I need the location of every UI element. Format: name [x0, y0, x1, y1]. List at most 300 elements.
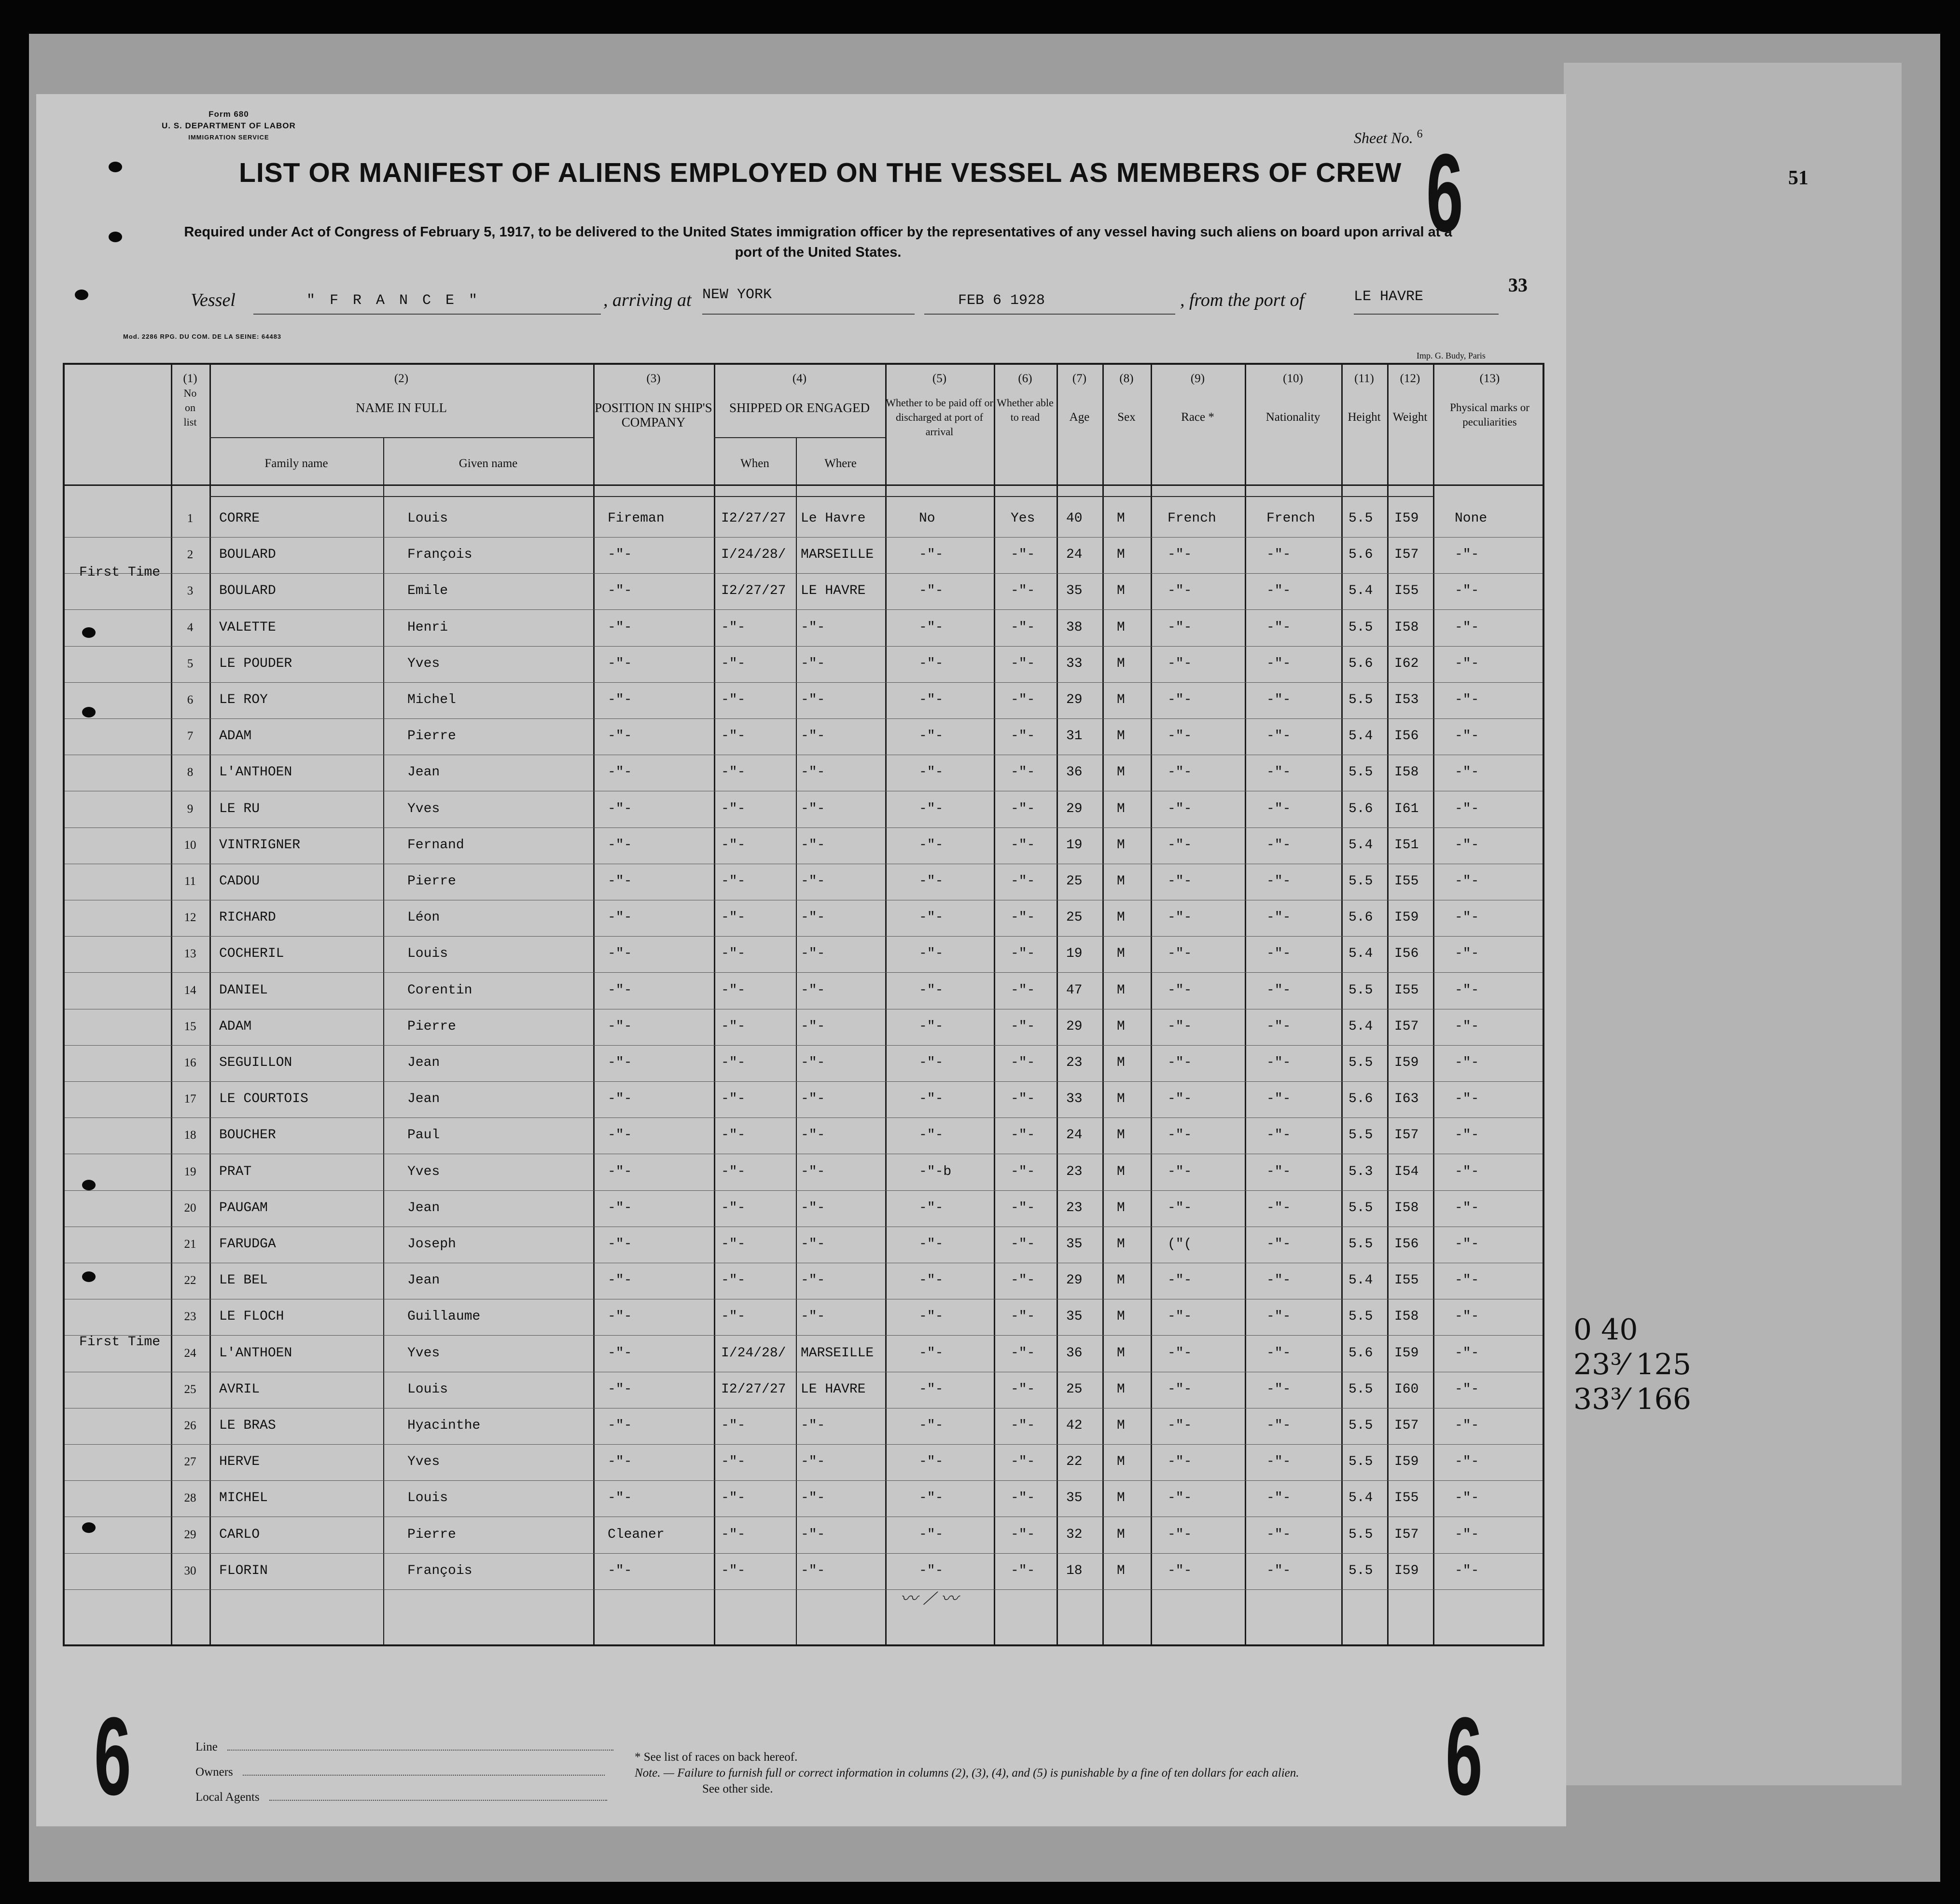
age-cell: 23 [1066, 1164, 1083, 1179]
given-name-cell: Pierre [407, 729, 456, 744]
height-cell: 5.5 [1348, 1237, 1373, 1252]
age-cell: 36 [1066, 1345, 1083, 1361]
col6-header: (6) Whether able to read [997, 372, 1054, 423]
side-number: 33 [1508, 274, 1528, 296]
sex-cell: M [1117, 1237, 1125, 1252]
able-to-read-cell: -"- [1011, 1091, 1035, 1107]
agents-field: Local Agents [195, 1785, 613, 1810]
family-name-cell: LE COURTOIS [219, 1091, 308, 1107]
given-name-cell: Louis [407, 511, 448, 526]
sex-cell: M [1117, 910, 1125, 925]
paid-off-cell: -"- [919, 1091, 944, 1107]
sex-cell: M [1117, 656, 1125, 671]
sex-cell: M [1117, 874, 1125, 889]
age-cell: 29 [1066, 1273, 1083, 1288]
paid-off-cell: -"- [919, 692, 944, 707]
weight-cell: I55 [1394, 982, 1419, 998]
col12-header: (12) Weight [1392, 372, 1428, 424]
able-to-read-cell: -"- [1011, 1200, 1035, 1215]
physical-marks-cell: -"- [1455, 1164, 1479, 1179]
race-cell: -"- [1168, 1055, 1192, 1070]
page-title: LIST OR MANIFEST OF ALIENS EMPLOYED ON THE VESSEL AS MEMBERS OF CREW [239, 157, 1402, 188]
family-name-cell: LE RU [219, 801, 260, 816]
position-cell: -"- [608, 620, 632, 635]
able-to-read-cell: -"- [1011, 837, 1035, 853]
weight-cell: I57 [1394, 1418, 1419, 1433]
race-cell: -"- [1168, 946, 1192, 962]
height-cell: 5.6 [1348, 1345, 1373, 1361]
punch-hole [82, 707, 96, 717]
nationality-cell: -"- [1266, 1200, 1291, 1215]
side-annotations [1573, 1312, 1691, 1417]
race-cell: ("( [1168, 1237, 1192, 1252]
shipped-where-cell: -"- [801, 1454, 825, 1470]
given-name-cell: Corentin [407, 982, 473, 998]
shipped-when-cell: -"- [721, 1019, 746, 1034]
paid-off-cell: -"- [919, 656, 944, 671]
given-name-cell: Jean [407, 765, 440, 780]
family-name-cell: SEGUILLON [219, 1055, 292, 1070]
nationality-cell: French [1266, 511, 1315, 526]
paid-off-cell: -"- [919, 910, 944, 925]
position-cell: -"- [608, 583, 632, 599]
age-cell: 19 [1066, 946, 1083, 962]
shipped-when-cell: I2/27/27 [721, 511, 786, 526]
row-number-cell: 15 [184, 1020, 196, 1033]
nationality-cell: -"- [1266, 1019, 1291, 1034]
sheet-value: 6 [1417, 128, 1423, 140]
position-cell: -"- [608, 1381, 632, 1397]
race-cell: -"- [1168, 1164, 1192, 1179]
paid-off-cell: -"- [919, 620, 944, 635]
paid-off-cell: -"- [919, 801, 944, 816]
age-cell: 47 [1066, 982, 1083, 998]
able-to-read-cell: -"- [1011, 982, 1035, 998]
position-cell: -"- [608, 729, 632, 744]
age-cell: 32 [1066, 1527, 1083, 1542]
weight-cell: I61 [1394, 801, 1419, 816]
given-name-cell: François [407, 1563, 473, 1578]
family-name-cell: LE ROY [219, 692, 268, 707]
punch-hole [82, 1522, 96, 1533]
paid-off-cell: -"- [919, 1273, 944, 1288]
family-name-cell: BOULARD [219, 583, 276, 599]
sex-cell: M [1117, 1345, 1125, 1361]
given-name-cell: Louis [407, 946, 448, 962]
paid-off-cell: -"- [919, 1527, 944, 1542]
able-to-read-cell: -"- [1011, 1273, 1035, 1288]
height-cell: 5.5 [1348, 620, 1373, 635]
position-cell: -"- [608, 1418, 632, 1433]
position-cell: -"- [608, 1200, 632, 1215]
race-cell: -"- [1168, 1091, 1192, 1107]
nationality-cell: -"- [1266, 1273, 1291, 1288]
shipped-where-cell: -"- [801, 692, 825, 707]
able-to-read-cell: -"- [1011, 1527, 1035, 1542]
row-number-cell: 27 [184, 1455, 196, 1469]
age-cell: 29 [1066, 1019, 1083, 1034]
height-cell: 5.5 [1348, 982, 1373, 998]
weight-cell: I57 [1394, 1019, 1419, 1034]
weight-cell: I59 [1394, 1454, 1419, 1470]
given-name-cell: Joseph [407, 1237, 456, 1252]
nationality-cell: -"- [1266, 692, 1291, 707]
adjacent-sheet [1564, 63, 1902, 1785]
able-to-read-cell: -"- [1011, 1345, 1035, 1361]
shipped-when-cell: I/24/28/ [721, 547, 786, 563]
race-cell: -"- [1168, 982, 1192, 998]
position-cell: -"- [608, 1563, 632, 1578]
shipped-when-cell: -"- [721, 1200, 746, 1215]
age-cell: 35 [1066, 583, 1083, 599]
able-to-read-cell: -"- [1011, 765, 1035, 780]
position-cell: -"- [608, 1345, 632, 1361]
shipped-where-cell: -"- [801, 837, 825, 853]
height-cell: 5.5 [1348, 1381, 1373, 1397]
shipped-where-cell: -"- [801, 1200, 825, 1215]
family-name-cell: AVRIL [219, 1381, 260, 1397]
shipped-when-cell: -"- [721, 620, 746, 635]
nationality-cell: -"- [1266, 1309, 1291, 1325]
vessel-line [191, 287, 1503, 318]
shipped-where-cell: -"- [801, 1527, 825, 1542]
row-number-cell: 25 [184, 1382, 196, 1396]
height-cell: 5.5 [1348, 765, 1373, 780]
physical-marks-cell: -"- [1455, 729, 1479, 744]
department: U. S. DEPARTMENT OF LABOR [162, 121, 296, 130]
shipped-when-cell: -"- [721, 874, 746, 889]
shipped-when-cell: -"- [721, 765, 746, 780]
position-cell: -"- [608, 656, 632, 671]
nationality-cell: -"- [1266, 1381, 1291, 1397]
row-number-cell: 8 [187, 766, 194, 779]
sex-cell: M [1117, 729, 1125, 744]
weight-cell: I59 [1394, 511, 1419, 526]
age-cell: 33 [1066, 1091, 1083, 1107]
position-cell: -"- [608, 1454, 632, 1470]
age-cell: 19 [1066, 837, 1083, 853]
weight-cell: I57 [1394, 547, 1419, 563]
sex-cell: M [1117, 1055, 1125, 1070]
race-cell: -"- [1168, 1381, 1192, 1397]
sex-cell: M [1117, 765, 1125, 780]
shipped-when-cell: -"- [721, 1563, 746, 1578]
physical-marks-cell: -"- [1455, 583, 1479, 599]
height-cell: 5.3 [1348, 1164, 1373, 1179]
shipped-when-cell: -"- [721, 656, 746, 671]
nationality-cell: -"- [1266, 1237, 1291, 1252]
physical-marks-cell: -"- [1455, 1128, 1479, 1143]
shipped-where-cell: -"- [801, 656, 825, 671]
able-to-read-cell: -"- [1011, 1418, 1035, 1433]
row-number-cell: 12 [184, 911, 196, 924]
weight-cell: I62 [1394, 656, 1419, 671]
nationality-cell: -"- [1266, 1490, 1291, 1506]
age-cell: 31 [1066, 729, 1083, 744]
race-cell: -"- [1168, 583, 1192, 599]
family-name-cell: FARUDGA [219, 1237, 276, 1252]
sex-cell: M [1117, 1454, 1125, 1470]
sex-cell: M [1117, 1164, 1125, 1179]
crew-table [63, 363, 1544, 1646]
col3-header: (3) POSITION IN SHIP'S COMPANY [595, 372, 712, 429]
physical-marks-cell: -"- [1455, 692, 1479, 707]
weight-cell: I59 [1394, 1055, 1419, 1070]
shipped-when-cell: -"- [721, 1128, 746, 1143]
given-name-cell: Louis [407, 1381, 448, 1397]
given-name-cell: François [407, 547, 473, 563]
nationality-cell: -"- [1266, 1563, 1291, 1578]
side-annotation: 33³⁄ 166 [1573, 1382, 1692, 1416]
physical-marks-cell: -"- [1455, 1490, 1479, 1506]
row-number-cell: 7 [187, 730, 194, 743]
vessel-label: Vessel [191, 290, 236, 310]
position-cell: -"- [608, 1309, 632, 1325]
nationality-cell: -"- [1266, 982, 1291, 998]
row-number-cell: 20 [184, 1201, 196, 1214]
family-name-cell: L'ANTHOEN [219, 765, 292, 780]
sex-cell: M [1117, 1309, 1125, 1325]
shipped-where-cell: -"- [801, 1418, 825, 1433]
footer-fields [195, 1735, 613, 1810]
weight-cell: I51 [1394, 837, 1419, 853]
shipped-where-cell: MARSEILLE [801, 1345, 874, 1361]
nationality-cell: -"- [1266, 1128, 1291, 1143]
able-to-read-cell: -"- [1011, 1019, 1035, 1034]
able-to-read-cell: -"- [1011, 874, 1035, 889]
page-subtitle: Required under Act of Congress of February 5, 1917, to be delivered to the United States immigration officer by the representatives of any vessel having such aliens on board upon arrival at a port of the United States. [184, 224, 1452, 260]
punch-hole [75, 290, 88, 300]
able-to-read-cell: -"- [1011, 1055, 1035, 1070]
weight-cell: I58 [1394, 765, 1419, 780]
physical-marks-cell: -"- [1455, 547, 1479, 563]
height-cell: 5.5 [1348, 1055, 1373, 1070]
sex-cell: M [1117, 1273, 1125, 1288]
shipped-where-cell: -"- [801, 946, 825, 962]
paid-off-cell: -"- [919, 1454, 944, 1470]
shipped-where-cell: Le Havre [801, 511, 866, 526]
nationality-cell: -"- [1266, 1091, 1291, 1107]
sex-cell: M [1117, 1019, 1125, 1034]
paid-off-cell: -"- [919, 1019, 944, 1034]
age-cell: 35 [1066, 1309, 1083, 1325]
col8-header: (8) Sex [1117, 372, 1136, 424]
race-cell: French [1168, 511, 1216, 526]
height-cell: 5.5 [1348, 874, 1373, 889]
position-cell: Cleaner [608, 1527, 665, 1542]
shipped-where-cell: -"- [801, 1055, 825, 1070]
position-cell: -"- [608, 1237, 632, 1252]
line-field: Line [195, 1735, 613, 1760]
age-cell: 29 [1066, 801, 1083, 816]
position-cell: -"- [608, 1019, 632, 1034]
height-cell: 5.5 [1348, 1454, 1373, 1470]
age-cell: 35 [1066, 1490, 1083, 1506]
race-cell: -"- [1168, 620, 1192, 635]
row-number-cell: 30 [184, 1564, 196, 1577]
arrival-date: FEB 6 1928 [958, 292, 1045, 309]
weight-cell: I58 [1394, 1200, 1419, 1215]
race-cell: -"- [1168, 1019, 1192, 1034]
paid-off-cell: -"- [919, 765, 944, 780]
position-cell: -"- [608, 1490, 632, 1506]
sex-cell: M [1117, 946, 1125, 962]
race-cell: -"- [1168, 1273, 1192, 1288]
when-header: When [740, 457, 769, 470]
mod-line: Mod. 2286 RPG. DU COM. DE LA SEINE: 64483 [123, 333, 282, 340]
shipped-when-cell: -"- [721, 1454, 746, 1470]
weight-cell: I59 [1394, 910, 1419, 925]
position-cell: -"- [608, 1164, 632, 1179]
shipped-where-cell: -"- [801, 1490, 825, 1506]
nationality-cell: -"- [1266, 1055, 1291, 1070]
sex-cell: M [1117, 1490, 1125, 1506]
given-name-cell: Yves [407, 1454, 440, 1470]
age-cell: 25 [1066, 1381, 1083, 1397]
given-name-cell: Pierre [407, 1527, 456, 1542]
shipped-when-cell: -"- [721, 946, 746, 962]
physical-marks-cell: -"- [1455, 1055, 1479, 1070]
row-number-cell: 21 [184, 1238, 196, 1251]
given-name-cell: Jean [407, 1091, 440, 1107]
able-to-read-cell: -"- [1011, 1237, 1035, 1252]
height-cell: 5.5 [1348, 692, 1373, 707]
paid-off-cell: -"- [919, 583, 944, 599]
row-number-cell: 1 [187, 512, 194, 525]
weight-cell: I57 [1394, 1128, 1419, 1143]
sex-cell: M [1117, 1563, 1125, 1578]
sex-cell: M [1117, 1381, 1125, 1397]
row-number-cell: 16 [184, 1056, 196, 1069]
physical-marks-cell: -"- [1455, 1237, 1479, 1252]
weight-cell: I55 [1394, 1273, 1419, 1288]
sheet-number [1354, 128, 1423, 147]
sex-cell: M [1117, 1418, 1125, 1433]
row-number-cell: 23 [184, 1310, 196, 1324]
nationality-cell: -"- [1266, 946, 1291, 962]
age-cell: 35 [1066, 1237, 1083, 1252]
nationality-cell: -"- [1266, 801, 1291, 816]
position-cell: -"- [608, 801, 632, 816]
sex-cell: M [1117, 837, 1125, 853]
able-to-read-cell: -"- [1011, 620, 1035, 635]
row-number-cell: 26 [184, 1419, 196, 1432]
family-name-cell: MICHEL [219, 1490, 268, 1506]
paid-off-cell: No [919, 511, 935, 526]
position-cell: -"- [608, 874, 632, 889]
col9-header: (9) Race * [1181, 372, 1214, 424]
shipped-where-cell: -"- [801, 620, 825, 635]
sex-cell: M [1117, 620, 1125, 635]
race-cell: -"- [1168, 1490, 1192, 1506]
weight-cell: I53 [1394, 692, 1419, 707]
row-number-cell: 4 [187, 621, 194, 634]
race-cell: -"- [1168, 692, 1192, 707]
physical-marks-cell: -"- [1455, 1454, 1479, 1470]
family-name-cell: LE FLOCH [219, 1309, 284, 1325]
race-cell: -"- [1168, 1309, 1192, 1325]
paid-off-cell: -"- [919, 1237, 944, 1252]
sex-cell: M [1117, 692, 1125, 707]
age-cell: 23 [1066, 1055, 1083, 1070]
height-cell: 5.4 [1348, 583, 1373, 599]
able-to-read-cell: -"- [1011, 1563, 1035, 1578]
physical-marks-cell: -"- [1455, 1309, 1479, 1325]
paid-off-cell: -"- [919, 1381, 944, 1397]
punch-hole [109, 162, 122, 172]
able-to-read-cell: -"- [1011, 801, 1035, 816]
paid-off-cell: -"- [919, 874, 944, 889]
able-to-read-cell: -"- [1011, 547, 1035, 563]
paid-off-cell: -"- [919, 1563, 944, 1578]
manifest-page [36, 94, 1566, 1826]
shipped-when-cell: -"- [721, 1527, 746, 1542]
given-name-cell: Paul [407, 1128, 440, 1143]
vessel-name: " F R A N C E " [306, 292, 481, 309]
position-cell: -"- [608, 910, 632, 925]
position-cell: -"- [608, 1273, 632, 1288]
nationality-cell: -"- [1266, 874, 1291, 889]
given-name-cell: Michel [407, 692, 456, 707]
nationality-cell: -"- [1266, 1454, 1291, 1470]
family-name-cell: ADAM [219, 729, 252, 744]
paid-off-cell: -"- [919, 729, 944, 744]
given-name-cell: Henri [407, 620, 448, 635]
row-number-cell: 10 [184, 838, 196, 852]
physical-marks-cell: -"- [1455, 620, 1479, 635]
col1-header: (1) No on list [183, 372, 197, 428]
age-cell: 25 [1066, 874, 1083, 889]
weight-cell: I55 [1394, 874, 1419, 889]
position-cell: -"- [608, 1128, 632, 1143]
family-name-cell: PRAT [219, 1164, 252, 1179]
row-number-cell: 28 [184, 1491, 196, 1505]
sex-cell: M [1117, 583, 1125, 599]
sex-cell: M [1117, 1128, 1125, 1143]
physical-marks-cell: -"- [1455, 656, 1479, 671]
shipped-when-cell: -"- [721, 1237, 746, 1252]
height-cell: 5.6 [1348, 1091, 1373, 1107]
from-port: LE HAVRE [1354, 289, 1424, 305]
height-cell: 5.5 [1348, 1527, 1373, 1542]
position-cell: Fireman [608, 511, 665, 526]
able-to-read-cell: -"- [1011, 656, 1035, 671]
age-cell: 23 [1066, 1200, 1083, 1215]
row-number-cell: 29 [184, 1528, 196, 1541]
physical-marks-cell: -"- [1455, 1527, 1479, 1542]
given-name-cell: Jean [407, 1273, 440, 1288]
family-name-cell: COCHERIL [219, 946, 284, 962]
age-cell: 33 [1066, 656, 1083, 671]
able-to-read-cell: -"- [1011, 1164, 1035, 1179]
race-cell: -"- [1168, 837, 1192, 853]
nationality-cell: -"- [1266, 547, 1291, 563]
able-to-read-cell: -"- [1011, 1381, 1035, 1397]
family-name-cell: LE POUDER [219, 656, 292, 671]
shipped-when-cell: -"- [721, 1418, 746, 1433]
shipped-where-cell: -"- [801, 1128, 825, 1143]
weight-cell: I57 [1394, 1527, 1419, 1542]
paid-off-cell: -"- [919, 1345, 944, 1361]
punch-hole [109, 232, 122, 242]
first-time-note: First Time [79, 565, 161, 580]
shipped-where-cell: -"- [801, 1164, 825, 1179]
sex-cell: M [1117, 1091, 1125, 1107]
shipped-where-cell: -"- [801, 801, 825, 816]
shipped-where-cell: -"- [801, 1309, 825, 1325]
physical-marks-cell: -"- [1455, 1273, 1479, 1288]
age-cell: 24 [1066, 1128, 1083, 1143]
